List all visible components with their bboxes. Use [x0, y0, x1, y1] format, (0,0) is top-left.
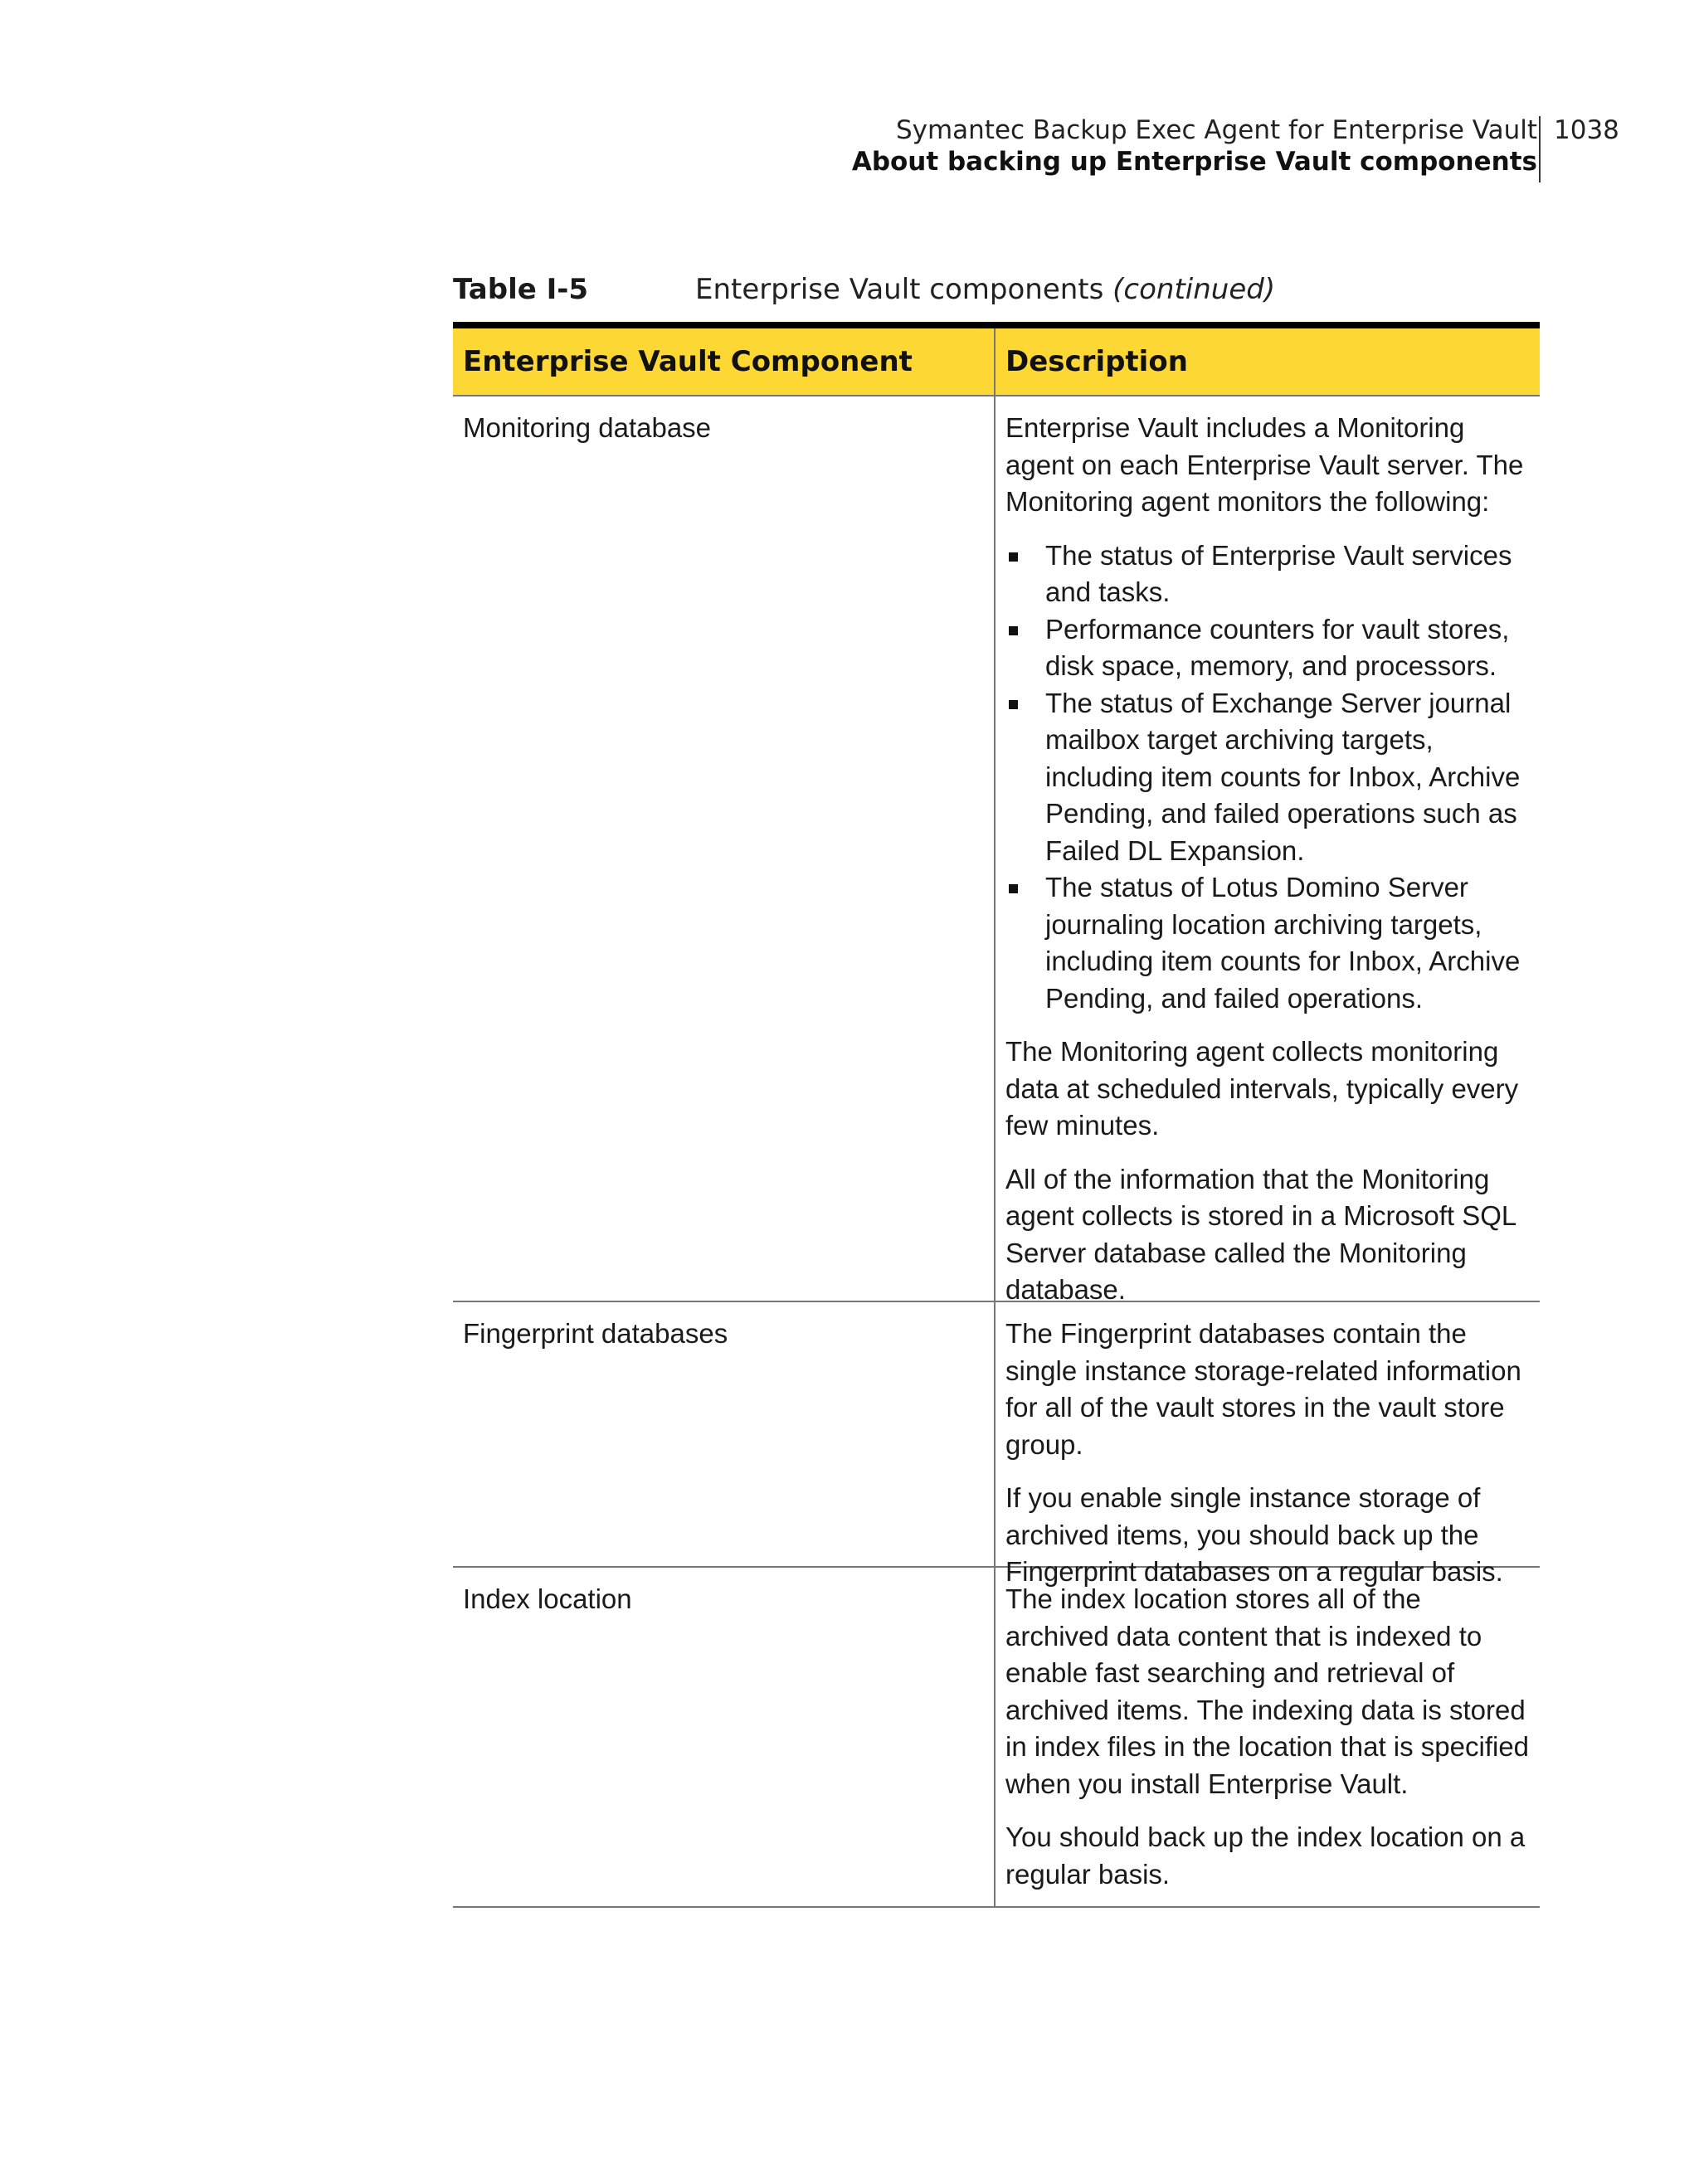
header-divider: [1539, 116, 1541, 182]
table-header-row: [453, 328, 1540, 396]
description-paragraph: You should back up the index location on a regular basis.: [1005, 1822, 1526, 1890]
table-title: [695, 272, 1275, 307]
description-paragraph: All of the information that the Monitoring agent collects is stored in a Microsoft SQL Server database called the Monitoring database.: [1005, 1163, 1516, 1305]
list-item: The status of Exchange Server journal mailbox target archiving targets, including item counts for Inbox, Archive Pending, and failed operations such as Failed DL Expansion.: [1005, 685, 1530, 870]
header-titles: [852, 114, 1537, 178]
table-number: Table I-5: [453, 273, 589, 306]
components-table: [453, 322, 1540, 1908]
page-number: 1038: [1554, 115, 1619, 145]
monitored-items-list: [1005, 537, 1530, 1018]
component-name: Monitoring database: [453, 396, 996, 1301]
header-section-title: About backing up Enterprise Vault components: [851, 147, 1537, 177]
description-paragraph: If you enable single instance storage of archived items, you should back up the Fingerprint databases on a regular basis.: [1005, 1482, 1503, 1587]
description-paragraph: The Fingerprint databases contain the single instance storage-related information for all of the vault stores in the vault store group.: [1005, 1318, 1521, 1460]
column-header-description: Description: [1005, 345, 1188, 378]
description-paragraph: The Monitoring agent collects monitoring data at scheduled intervals, typically every few minutes.: [1005, 1036, 1519, 1141]
component-description: [996, 396, 1540, 1305]
description-paragraph: The index location stores all of the archived data content that is indexed to enable fast searching and retrieval of archived items. The indexing data is stored in index files in the location that is specified when you install Enterprise Vault.: [1005, 1583, 1530, 1799]
table-title-text: Enterprise Vault components: [695, 273, 1104, 306]
table-row: [453, 1302, 1540, 1587]
description-paragraph: Enterprise Vault includes a Monitoring agent on each Enterprise Vault server. The Monitoring agent monitors the following:: [1005, 412, 1524, 517]
component-description: [996, 1302, 1540, 1587]
component-name: Fingerprint databases: [453, 1302, 996, 1566]
running-header: [0, 114, 1699, 189]
column-header-component: Enterprise Vault Component: [453, 328, 996, 395]
table-continued: (continued): [1112, 273, 1276, 306]
list-item: Performance counters for vault stores, disk space, memory, and processors.: [1005, 611, 1530, 685]
table-row: [453, 1568, 1540, 1908]
list-item: The status of Enterprise Vault services and tasks.: [1005, 537, 1530, 611]
component-name: Index location: [453, 1568, 996, 1906]
component-description: [996, 1568, 1540, 1906]
list-item: The status of Lotus Domino Server journaling location archiving targets, including item counts for Inbox, Archive Pending, and failed operations.: [1005, 869, 1530, 1017]
table-row: [453, 396, 1540, 1305]
header-chapter-title: Symantec Backup Exec Agent for Enterprise Vault: [895, 115, 1537, 145]
